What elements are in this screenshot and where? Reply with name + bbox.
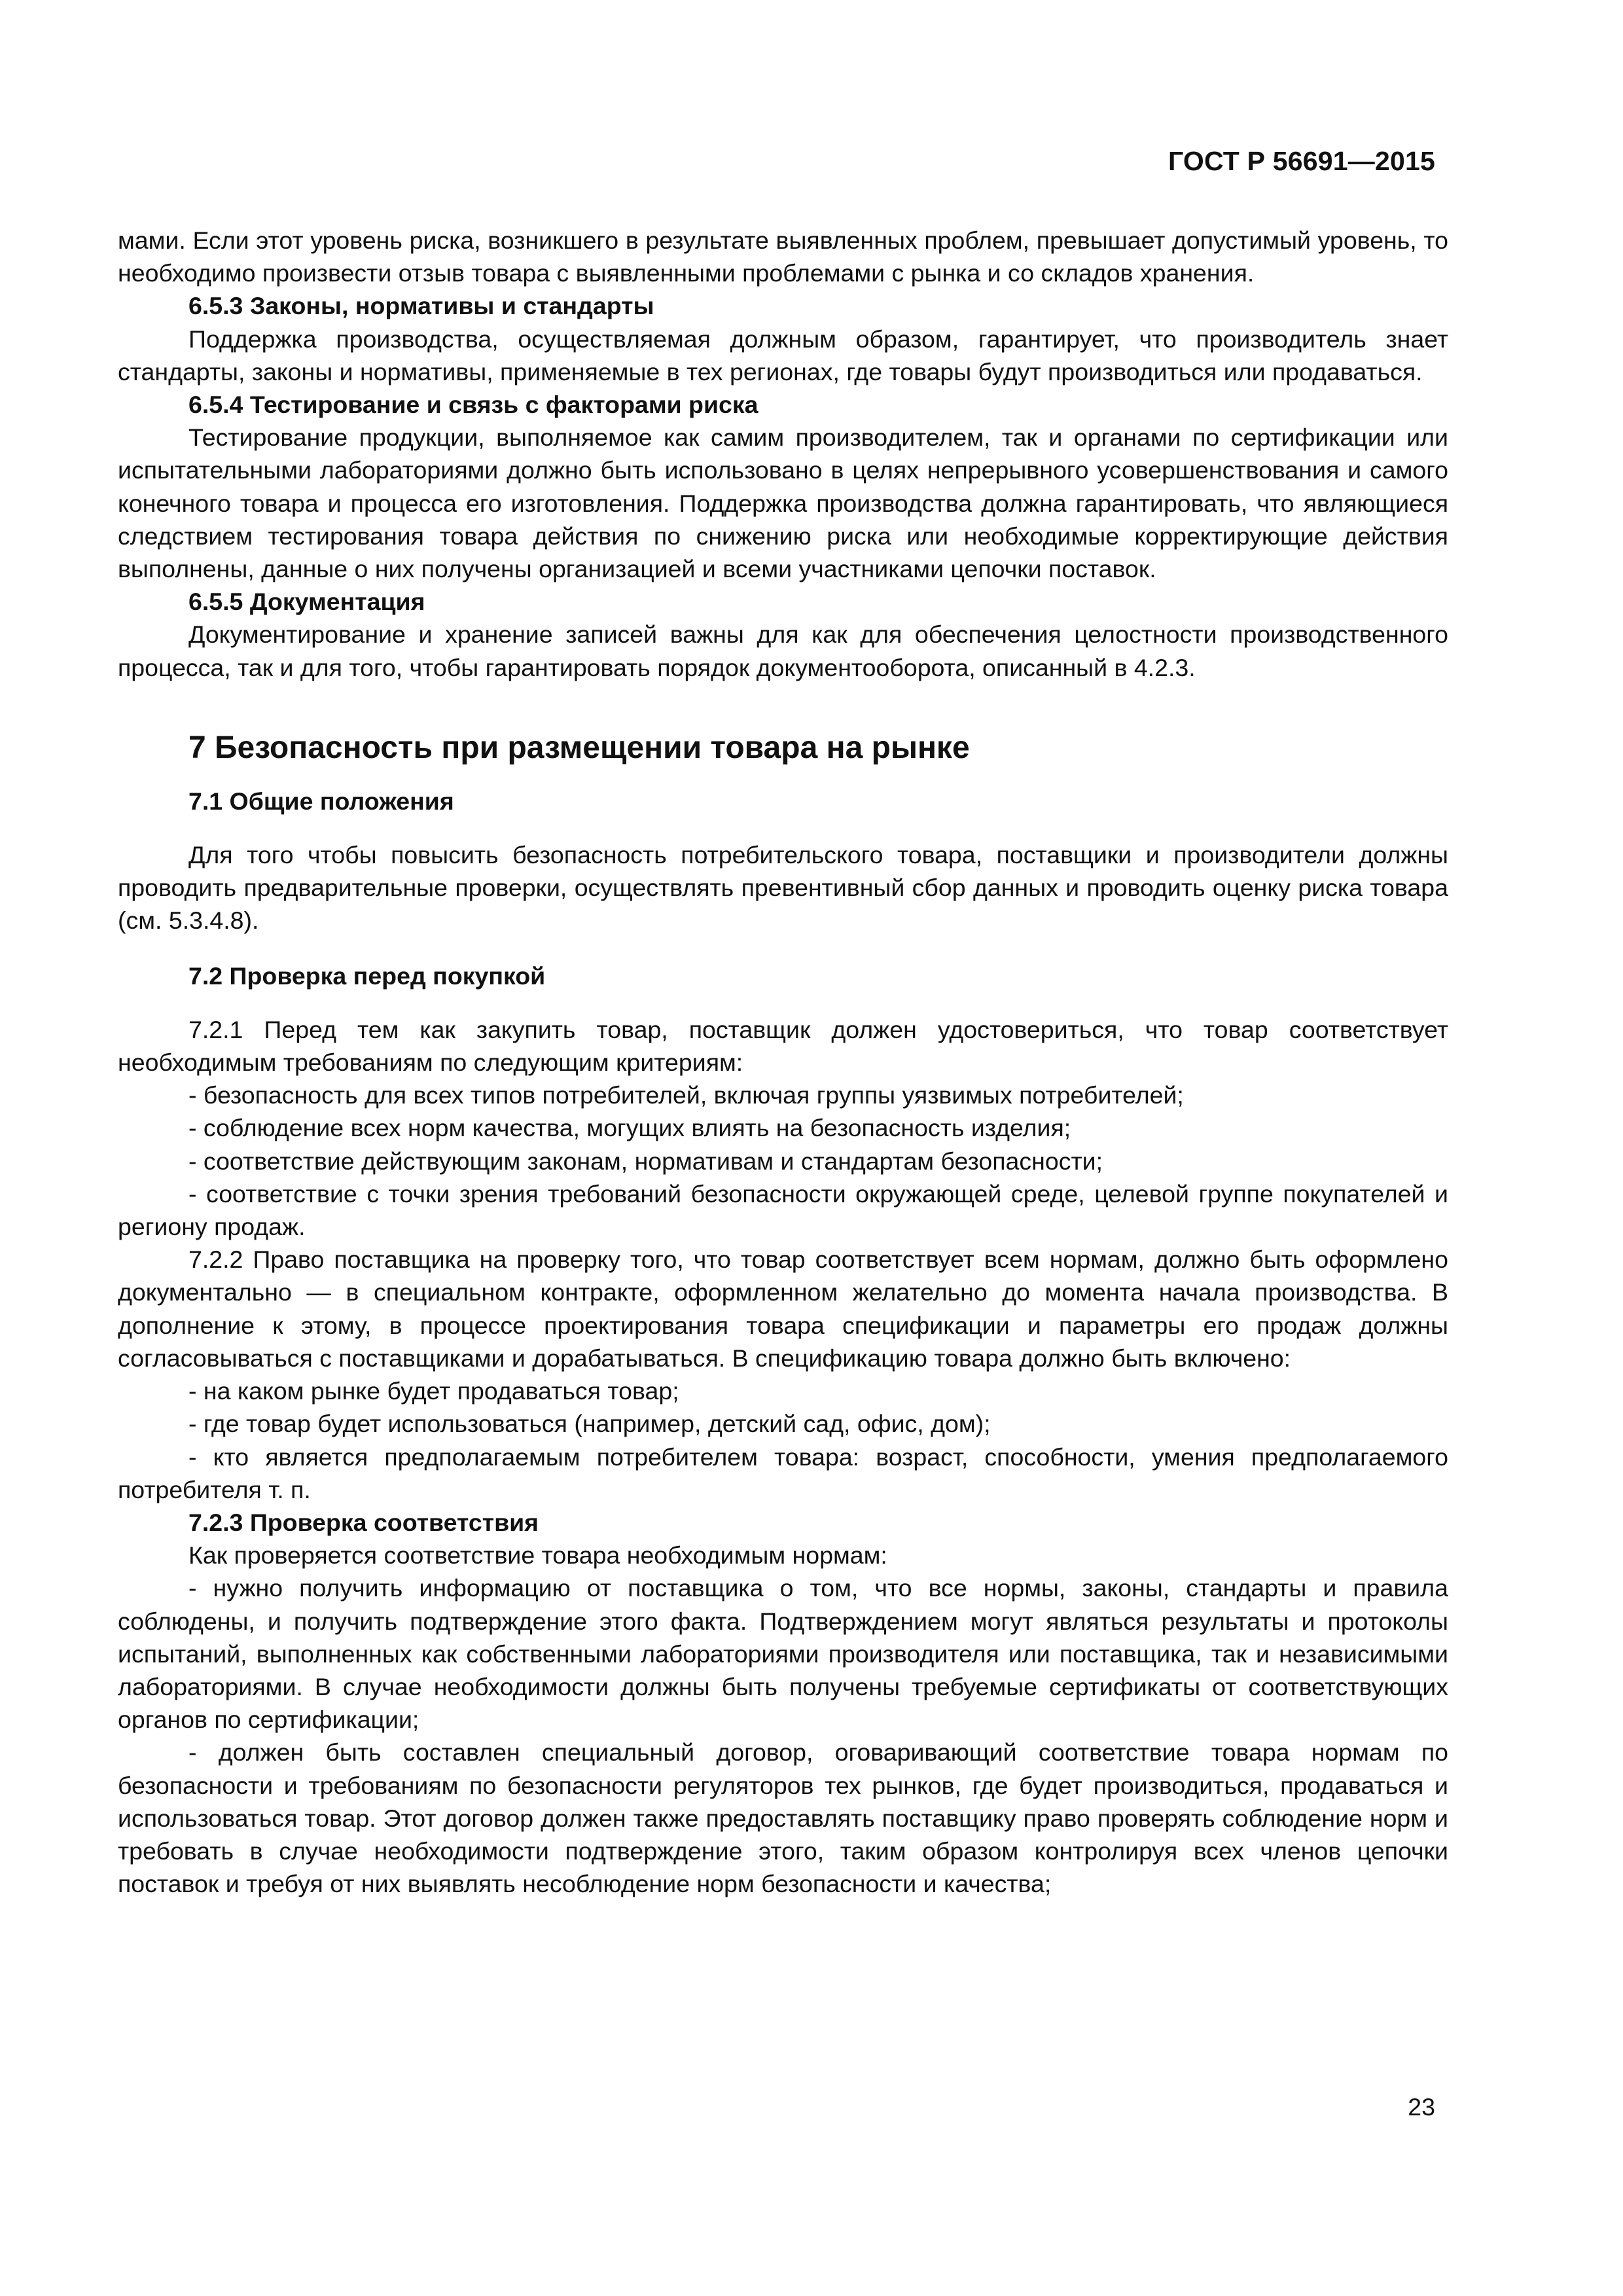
list-item-7-2-2: - где товар будет использоваться (например, детский сад, офис, дом); (188, 1410, 991, 1438)
list-item-7-2-3: - должен быть составлен специальный договор, оговаривающий соответствие товара нормам по безопасности и требованиям по безопасности регуляторов тех рынков, где будет производиться, продаваться и использоваться товар. Этот договор должен также предоставлять поставщику право проверять соблюдение норм и требовать в случае необходимости подтверждение этого, таким образом контролируя всех членов цепочки поставок и требуя от них выявлять несоблюдение норм безопасности и качества; (118, 1738, 1448, 1898)
list-item-7-2-2: - на каком рынке будет продаваться товар; (188, 1377, 679, 1405)
paragraph-7-1: Для того чтобы повысить безопасность потребительского товара, поставщики и производители должны проводить предварительные проверки, осуществлять превентивный сбор данных и проводить оценку риска товара (см. 5.3.4.8). (118, 841, 1448, 935)
continued-paragraph: мами. Если этот уровень риска, возникшего в результате выявленных проблем, превышает допустимый уровень, то необходимо произвести отзыв товара с выявленными проблемами с рынка и со складов хранения. (118, 226, 1448, 287)
list-item-7-2-1: - соответствие с точки зрения требований безопасности окружающей среде, целевой группе покупателей и региону продаж. (118, 1179, 1448, 1241)
paragraph-6-5-3: Поддержка производства, осуществляемая должным образом, гарантирует, что производитель знает стандарты, законы и нормативы, применяемые в тех регионах, где товары будут производиться или продаваться. (118, 325, 1448, 386)
list-item-7-2-3: - нужно получить информацию от поставщика о том, что все нормы, законы, стандарты и правила соблюдены, и получить подтверждение этого факта. Подтверждением могут являться результаты и протоколы испытаний, выполненных как собственными лабораториями производителя или поставщика, так и независимыми лабораториями. В случае необходимости должны быть получены требуемые сертификаты от соответствующих органов по сертификации; (118, 1574, 1448, 1734)
paragraph-7-2-3: Как проверяется соответствие товара необходимым нормам: (188, 1541, 887, 1570)
list-item-7-2-1: - соответствие действующим законам, нормативам и стандартам безопасности; (188, 1147, 1103, 1175)
paragraph-7-2-1: 7.2.1 Перед тем как закупить товар, поставщик должен удостовериться, что товар соответствует необходимым требованиям по следующим критериям: (118, 1015, 1448, 1077)
document-body (118, 224, 1448, 1900)
heading-6-5-5: 6.5.5 Документация (188, 588, 425, 616)
list-item-7-2-1: - безопасность для всех типов потребителей, включая группы уязвимых потребителей; (188, 1081, 1184, 1109)
document-code-header: ГОСТ Р 56691—2015 (1168, 146, 1435, 176)
paragraph-6-5-4: Тестирование продукции, выполняемое как самим производителем, так и органами по сертификации или испытательными лабораториями должно быть использовано в целях непрерывного усовершенствования и самого конечного товара и процесса его изготовления. Поддержка производства должна гарантировать, что являющиеся следствием тестирования товара действия по снижению риска или необходимые корректирующие действия выполнены, данные о них получены организацией и всеми участниками цепочки поставок. (118, 423, 1448, 583)
heading-7-2-3: 7.2.3 Проверка соответствия (188, 1508, 539, 1536)
heading-6-5-4: 6.5.4 Тестирование и связь с факторами риска (188, 391, 758, 419)
heading-7-2: 7.2 Проверка перед покупкой (188, 961, 546, 990)
paragraph-7-2-2: 7.2.2 Право поставщика на проверку того, что товар соответствует всем нормам, должно быть оформлено документально — в специальном контракте, оформленном желательно до момента начала производства. В дополнение к этому, в процессе проектирования товара спецификации и параметры его продаж должны согласовываться с поставщиками и дорабатываться. В спецификацию товара должно быть включено: (118, 1246, 1448, 1372)
list-item-7-2-1: - соблюдение всех норм качества, могущих влиять на безопасность изделия; (188, 1114, 1071, 1142)
page-number: 23 (1408, 2093, 1435, 2121)
list-item-7-2-2: - кто является предполагаемым потребителем товара: возраст, способности, умения предполагаемого потребителя т. п. (118, 1443, 1448, 1503)
heading-6-5-3: 6.5.3 Законы, нормативы и стандарты (188, 292, 654, 320)
heading-7-1: 7.1 Общие положения (188, 787, 454, 815)
paragraph-6-5-5: Документирование и хранение записей важны для как для обеспечения целостности производственного процесса, так и для того, чтобы гарантировать порядок документооборота, описанный в 4.2.3. (118, 620, 1448, 681)
section-heading-7: 7 Безопасность при размещении товара на рынке (188, 730, 970, 765)
